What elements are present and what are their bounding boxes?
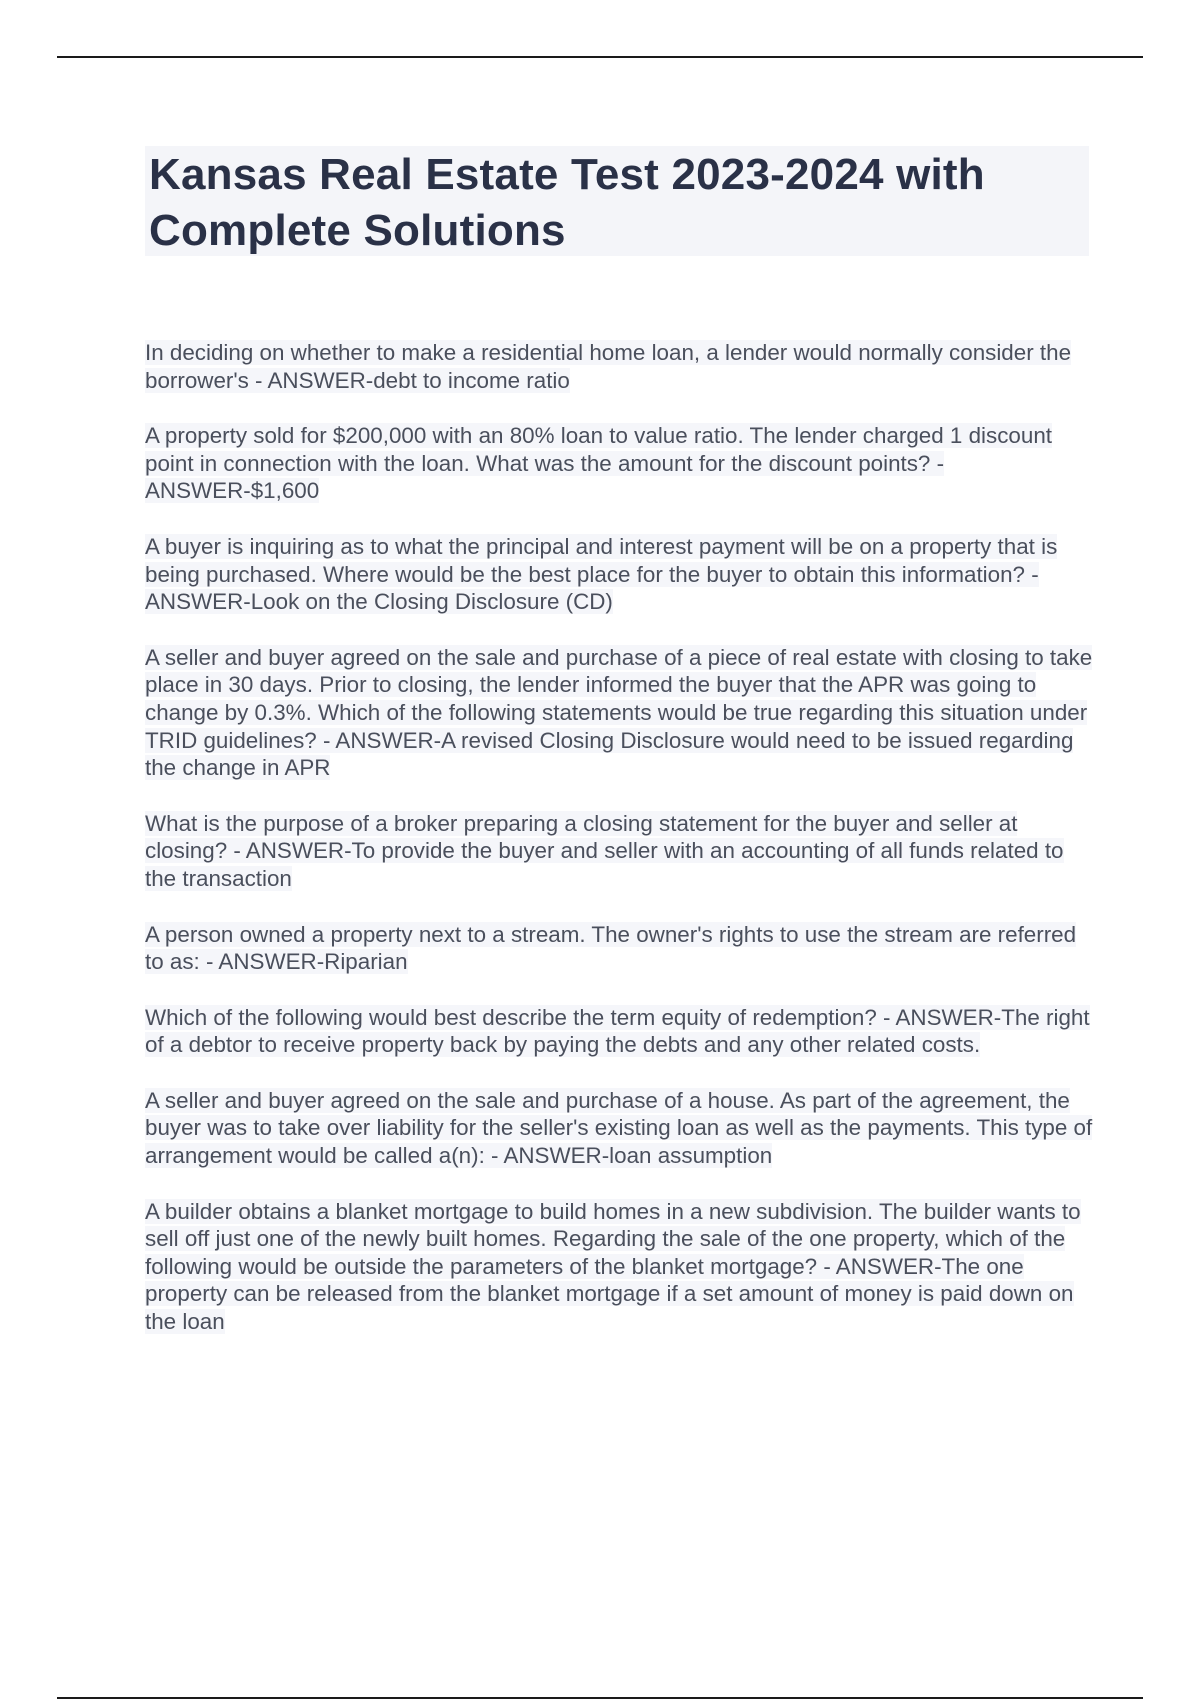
title-block: [145, 146, 1089, 256]
qa-text: What is the purpose of a broker preparing a closing statement for the buyer and seller at closing? - ANSWER-To provide the buyer and seller with an accounting of all funds related to the transaction: [145, 810, 1064, 891]
qa-text: A seller and buyer agreed on the sale and purchase of a piece of real estate with closing to take place in 30 days. Prior to closing, the lender informed the buyer that the APR was going to change by 0.3%. Which of the following statements would be true regarding this situation under TRID guidelines? - ANSWER-A revised Closing Disclosure would need to be issued regarding the change in APR: [145, 644, 1093, 781]
qa-list: [145, 339, 1095, 1364]
qa-item: [145, 533, 1095, 616]
qa-text: Which of the following would best describe the term equity of redemption? - ANSWER-The right of a debtor to receive property back by paying the debts and any other related costs.: [145, 1004, 1090, 1058]
qa-item: [145, 422, 1095, 505]
qa-item: [145, 921, 1095, 976]
document-title: Kansas Real Estate Test 2023-2024 with Complete Solutions: [149, 150, 985, 255]
qa-text: In deciding on whether to make a residential home loan, a lender would normally consider the borrower's - ANSWER-debt to income ratio: [145, 340, 1072, 393]
qa-text: A person owned a property next to a stream. The owner's rights to use the stream are referred to as: - ANSWER-Riparian: [145, 921, 1077, 975]
qa-item: [145, 1004, 1095, 1059]
qa-item: [145, 1198, 1095, 1336]
bottom-divider: [57, 1697, 1143, 1699]
qa-text: A seller and buyer agreed on the sale and purchase of a house. As part of the agreement, the buyer was to take over liability for the seller's existing loan as well as the payments. This type of arrangement would be called a(n): - ANSWER-loan assumption: [145, 1087, 1093, 1169]
qa-text: A buyer is inquiring as to what the principal and interest payment will be on a property that is being purchased. Where would be the best place for the buyer to obtain this information? - ANSWER-Look on the Closing Disclosure (CD): [145, 533, 1058, 615]
qa-item: [145, 644, 1095, 782]
qa-text: A builder obtains a blanket mortgage to build homes in a new subdivision. The builder wants to sell off just one of the newly built homes. Regarding the sale of the one property, which of the following would be outside the parameters of the blanket mortgage? - ANSWER-The one property can be released from the blanket mortgage if a set amount of money is paid down on the loan: [145, 1198, 1081, 1335]
qa-text: A property sold for $200,000 with an 80% loan to value ratio. The lender charged 1 discount point in connection with the loan. What was the amount for the discount points? - ANSWER-$1,600: [145, 423, 1052, 504]
qa-item: [145, 1087, 1095, 1170]
top-divider: [57, 56, 1143, 58]
qa-item: [145, 810, 1095, 893]
qa-item: [145, 339, 1095, 394]
